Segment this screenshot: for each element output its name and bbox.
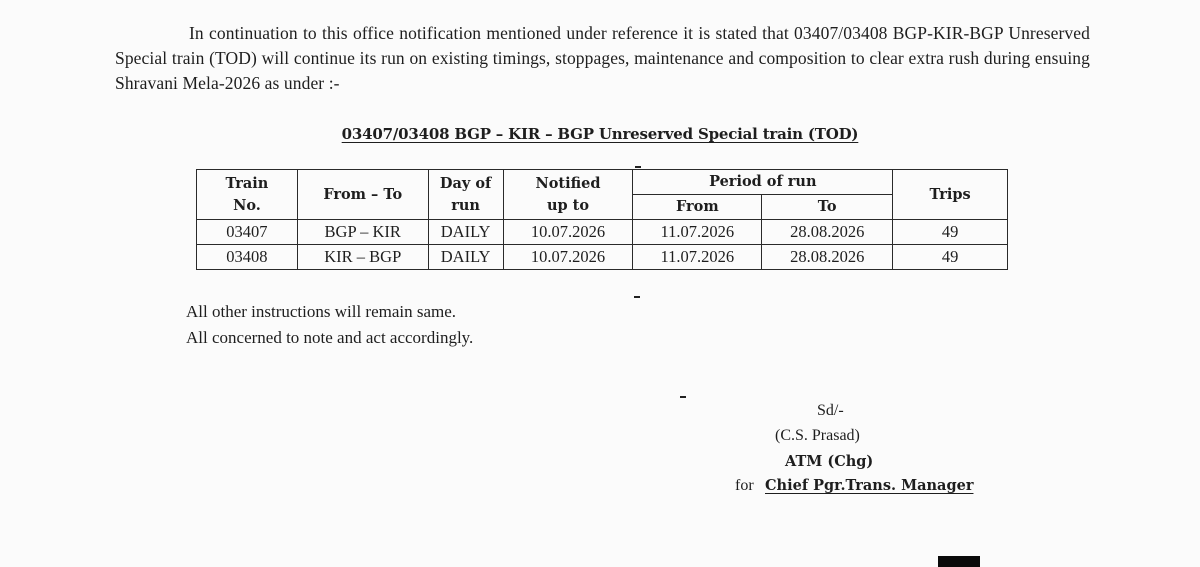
instruction-line-2: All concerned to note and act accordingly.	[186, 328, 474, 347]
table-row	[197, 245, 1008, 270]
header-period-of-run: Period of run	[633, 170, 893, 195]
cell-train-no: 03407	[197, 220, 298, 245]
table-row	[197, 220, 1008, 245]
header-from-to: From – To	[297, 170, 428, 220]
scan-mark	[634, 296, 640, 298]
train-schedule-table	[196, 169, 1008, 270]
notification-page: In continuation to this office notification mentioned under reference it is stated that 03407/03408 BGP-KIR-BGP Unreserved Special train (TOD) will continue its run on existing timings, stoppages, maintenance and composition to clear extra rush during ensuing Shravani Mela-2026 as under :- 03407/03408 BGP – KIR – BGP Unreserved Special train (TOD) Train No. From – To Day of run Notified up to Period of run Trips From To 03407 BGP – KIR DAILY 10.07.2026 11.07.2026 28.08.2026 49 03408 KIR – BGP DAILY 10.07.2026 11.07.2026 28.08.2026 49 All other instructions will remain same. All concerned to note and act accordingly. Sd/- (C.S. Prasad) ATM (Chg) for Chief Pgr.Trans. Manager	[0, 0, 1200, 567]
scan-black-mark	[938, 556, 980, 567]
header-period-to: To	[762, 195, 893, 220]
instruction-line-1: All other instructions will remain same.	[186, 302, 457, 321]
cell-period-from: 11.07.2026	[633, 245, 762, 270]
cell-from-to: BGP – KIR	[297, 220, 428, 245]
scan-mark	[635, 166, 641, 168]
cell-period-from: 11.07.2026	[633, 220, 762, 245]
cell-notified: 10.07.2026	[503, 245, 633, 270]
header-notified-up-to: Notified up to	[503, 170, 633, 220]
cell-trips: 49	[893, 220, 1008, 245]
cell-day: DAILY	[428, 245, 503, 270]
cell-trips: 49	[893, 245, 1008, 270]
header-period-from: From	[633, 195, 762, 220]
cell-period-to: 28.08.2026	[762, 220, 893, 245]
cell-day: DAILY	[428, 220, 503, 245]
cell-notified: 10.07.2026	[503, 220, 633, 245]
header-trips: Trips	[893, 170, 1008, 220]
scan-mark	[680, 396, 686, 398]
cell-train-no: 03408	[197, 245, 298, 270]
header-train-no: Train No.	[197, 170, 298, 220]
train-heading: 03407/03408 BGP – KIR – BGP Unreserved Special train (TOD)	[341, 125, 859, 143]
cell-from-to: KIR – BGP	[297, 245, 428, 270]
cell-period-to: 28.08.2026	[762, 245, 893, 270]
header-day-of-run: Day of run	[428, 170, 503, 220]
notice-paragraph: In continuation to this office notification mentioned under reference it is stated that 03407/03408 BGP-KIR-BGP Unreserved Special train (TOD) will continue its run on existing timings, stoppages, maintenance and composition to clear extra rush during ensuing Shravani Mela-2026 as under :-	[115, 23, 1090, 93]
